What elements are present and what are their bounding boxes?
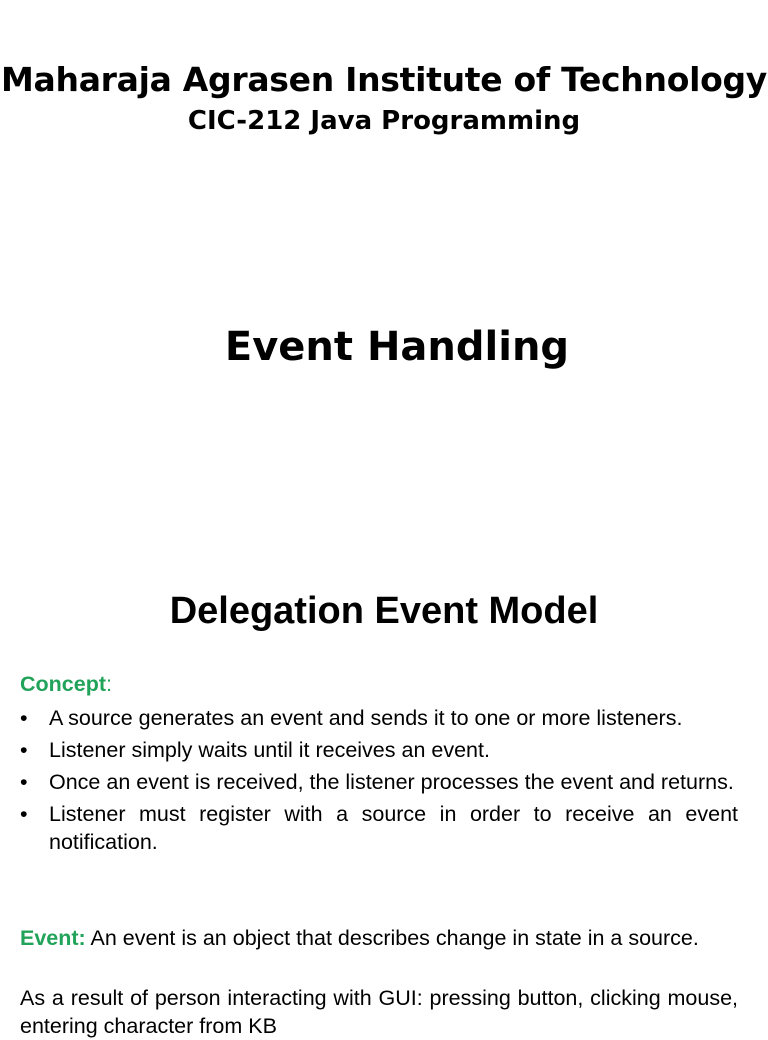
list-item <box>20 736 738 764</box>
concept-heading <box>20 670 738 698</box>
bullet-text: Listener simply waits until it receives an event. <box>49 738 490 762</box>
bullet-icon: • <box>20 706 28 730</box>
event-definition <box>20 924 738 952</box>
list-item <box>20 704 738 732</box>
institute-title: Maharaja Agrasen Institute of Technology <box>1 60 767 99</box>
deck-title: Event Handling <box>224 324 570 370</box>
concept-label: Concept <box>20 672 106 696</box>
event-label: Event: <box>20 926 86 950</box>
bullet-text: A source generates an event and sends it to one or more listeners. <box>49 706 683 730</box>
list-item <box>20 768 738 796</box>
bullet-icon: • <box>20 770 28 794</box>
course-title: CIC-212 Java Programming <box>187 106 581 136</box>
bullet-icon: • <box>20 738 28 762</box>
concept-bullet-list <box>20 704 738 860</box>
bullet-icon: • <box>20 802 28 826</box>
bullet-text: Once an event is received, the listener processes the event and returns. <box>49 770 734 794</box>
event-text: An event is an object that describes change in state in a source. <box>85 926 699 950</box>
slide-title: Delegation Event Model <box>169 590 599 632</box>
result-paragraph: As a result of person interacting with GUI: pressing button, clicking mouse, entering character from KB <box>20 986 738 1038</box>
list-item <box>20 800 738 856</box>
concept-colon: : <box>106 672 112 696</box>
bullet-text: Listener must register with a source in order to receive an event notification. <box>49 802 738 854</box>
